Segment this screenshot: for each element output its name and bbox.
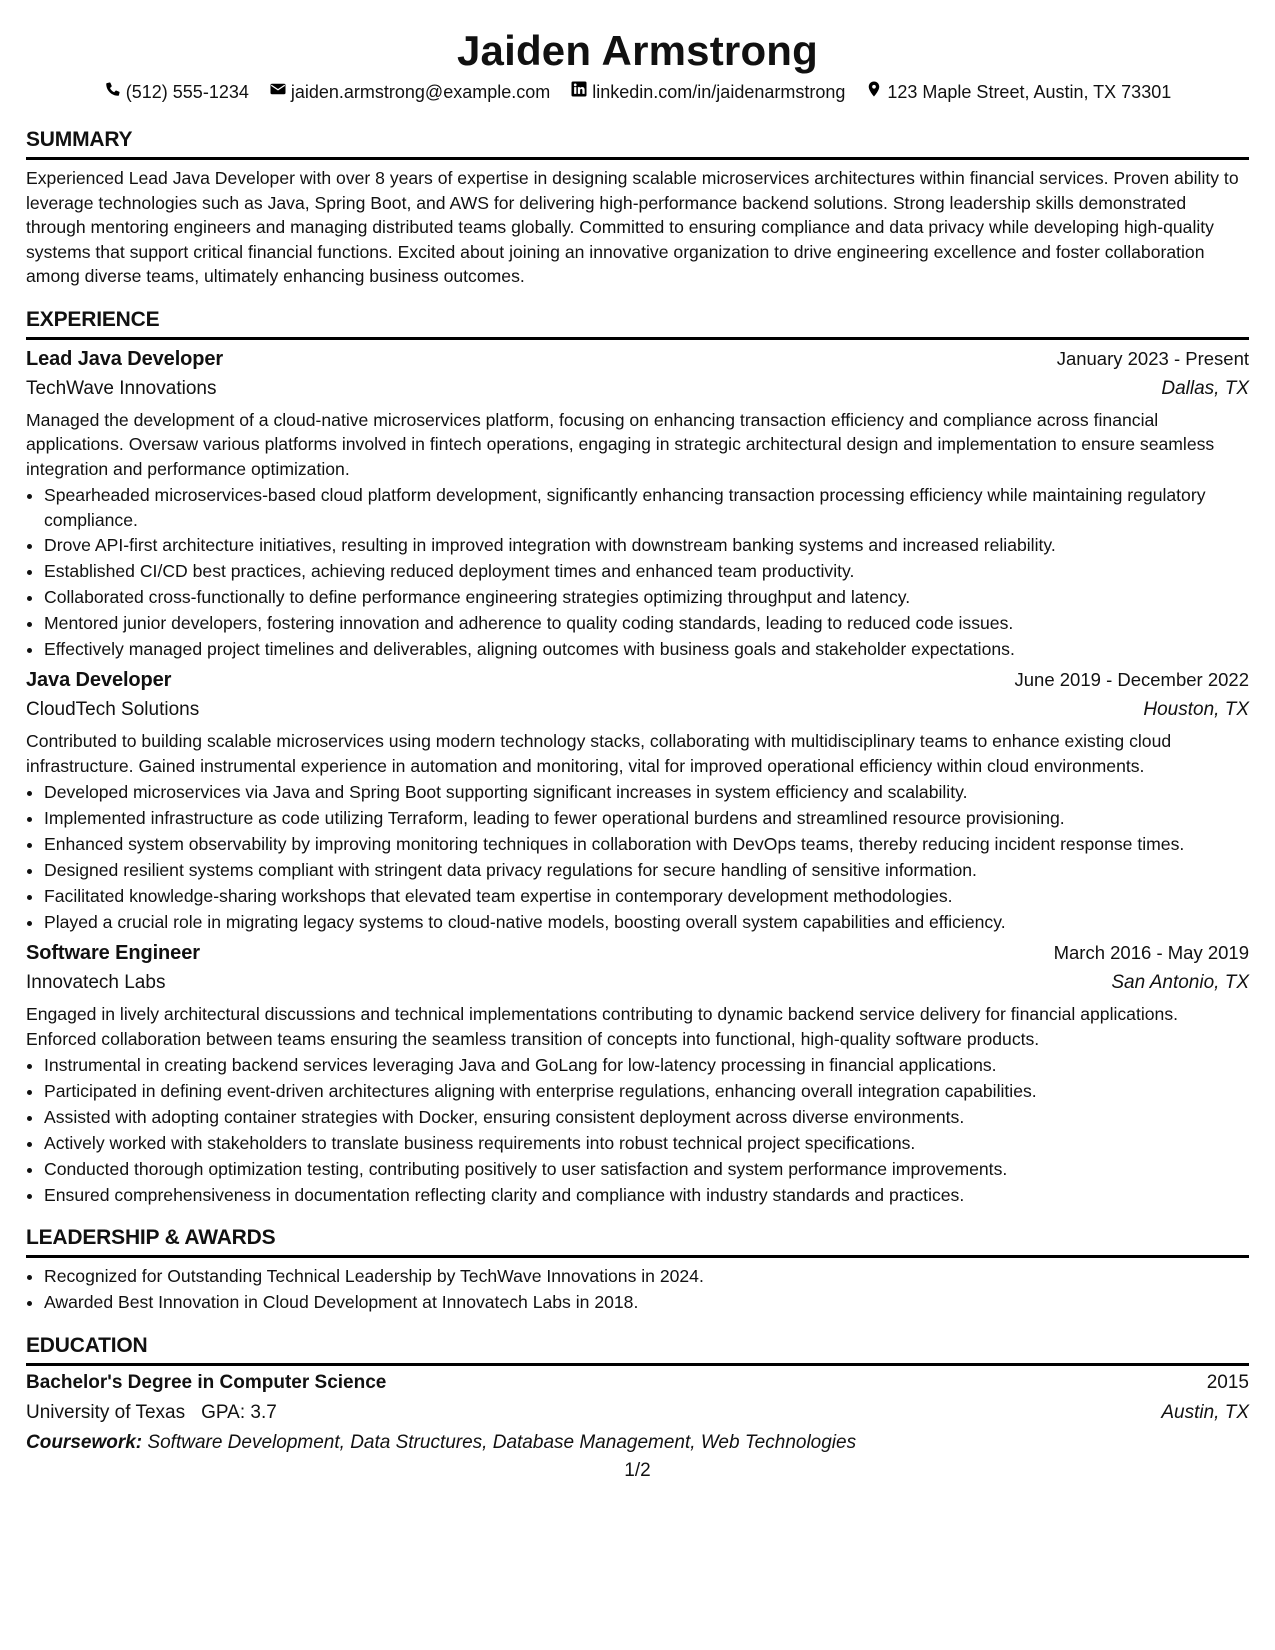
- list-item: • Ensured comprehensiveness in documentation reflecting clarity and compliance with industry standards and practices.: [44, 1183, 1249, 1208]
- contact-linkedin[interactable]: [570, 79, 845, 105]
- coursework-label: Coursework:: [26, 1431, 143, 1453]
- section-title-summary: SUMMARY: [26, 127, 1249, 160]
- map-pin-icon: [865, 79, 883, 105]
- list-item: • Facilitated knowledge-sharing workshops that elevated team expertise in contemporary development methodologies.: [44, 884, 1249, 909]
- job-company: CloudTech Solutions: [26, 699, 200, 721]
- list-item: • Awarded Best Innovation in Cloud Development at Innovatech Labs in 2018.: [44, 1290, 1249, 1315]
- education-location: Austin, TX: [1161, 1401, 1249, 1423]
- job-title: Lead Java Developer: [26, 347, 224, 370]
- envelope-icon: [269, 79, 287, 105]
- education-gpa: GPA: 3.7: [201, 1401, 277, 1423]
- list-item: • Conducted thorough optimization testing, contributing positively to user satisfaction and system performance improvements.: [44, 1157, 1249, 1182]
- list-item: • Participated in defining event-driven architectures aligning with enterprise regulations, enhancing overall integration capabilities.: [44, 1079, 1249, 1104]
- job-description: Engaged in lively architectural discussions and technical implementations contributing to dynamic backend service delivery for financial applications. Enforced collaboration between teams ensuring the seamless transition of concepts into functional, high-quality software products.: [26, 1004, 1179, 1049]
- education-school-line: [26, 1398, 277, 1428]
- job-description: Contributed to building scalable microservices using modern technology stacks, collaborating with multidisciplinary teams to enhance existing cloud infrastructure. Gained instrumental experience in automation and monitoring, vital for improved operational efficiency within cloud environments.: [26, 731, 1172, 776]
- job-dates: January 2023 - Present: [1056, 347, 1249, 369]
- job-dates: June 2019 - December 2022: [1014, 669, 1249, 691]
- leadership-list: [26, 1264, 1249, 1314]
- job-location: Houston, TX: [1143, 699, 1249, 721]
- contact-phone[interactable]: [104, 79, 249, 105]
- list-item: • Recognized for Outstanding Technical Leadership by TechWave Innovations in 2024.: [44, 1264, 1249, 1289]
- list-item: • Enhanced system observability by improving monitoring techniques in collaboration with DevOps teams, thereby reducing incident response times.: [44, 832, 1249, 857]
- job-entry: [26, 344, 1249, 662]
- contact-bar: [26, 79, 1249, 105]
- contact-email[interactable]: [269, 79, 550, 105]
- list-item: • Collaborated cross-functionally to define performance engineering strategies optimizing throughput and latency.: [44, 585, 1249, 610]
- linkedin-icon: [570, 79, 588, 105]
- address-text: 123 Maple Street, Austin, TX 73301: [887, 82, 1172, 102]
- job-bullets: [26, 1053, 1249, 1207]
- job-location: Dallas, TX: [1161, 377, 1249, 399]
- list-item: • Effectively managed project timelines and deliverables, aligning outcomes with business goals and stakeholder expectations.: [44, 637, 1249, 662]
- job-entry: [26, 938, 1249, 1207]
- phone-icon: [104, 79, 122, 105]
- candidate-name: Jaiden Armstrong: [456, 27, 819, 74]
- job-location: San Antonio, TX: [1111, 972, 1249, 994]
- list-item: • Assisted with adopting container strategies with Docker, ensuring consistent deployment across diverse environments.: [44, 1105, 1249, 1130]
- education-coursework: [26, 1428, 1249, 1458]
- job-bullets: [26, 780, 1249, 934]
- job-company: TechWave Innovations: [26, 377, 217, 399]
- page-number: 1/2: [624, 1459, 651, 1481]
- phone-text: (512) 555-1234: [125, 82, 249, 102]
- education-year: 2015: [1206, 1371, 1249, 1393]
- list-item: • Spearheaded microservices-based cloud platform development, significantly enhancing transaction processing efficiency while maintaining regulatory compliance.: [44, 483, 1249, 532]
- job-title: Java Developer: [26, 669, 172, 692]
- section-title-education: EDUCATION: [26, 1333, 1249, 1366]
- education-school: University of Texas: [26, 1401, 186, 1423]
- email-text: jaiden.armstrong@example.com: [290, 82, 551, 102]
- job-entry: [26, 665, 1249, 934]
- education-degree: Bachelor's Degree in Computer Science: [26, 1371, 387, 1393]
- job-company: Innovatech Labs: [26, 972, 166, 994]
- job-bullets: [26, 483, 1249, 661]
- resume-page: [26, 0, 1249, 1484]
- section-title-leadership: LEADERSHIP & AWARDS: [26, 1225, 1249, 1258]
- list-item: • Played a crucial role in migrating legacy systems to cloud-native models, boosting overall system capabilities and efficiency.: [44, 910, 1249, 935]
- contact-address: [865, 79, 1171, 105]
- list-item: • Designed resilient systems compliant with stringent data privacy regulations for secure handling of sensitive information.: [44, 858, 1249, 883]
- section-title-experience: EXPERIENCE: [26, 307, 1249, 340]
- list-item: • Developed microservices via Java and Spring Boot supporting significant increases in system efficiency and scalability.: [44, 780, 1249, 805]
- job-description: Managed the development of a cloud-native microservices platform, focusing on enhancing transaction efficiency and compliance across financial applications. Oversaw various platforms involved in fintech operations, engaging in strategic architectural design and implementation to ensure seamless integration and performance optimization.: [26, 409, 1215, 479]
- list-item: • Implemented infrastructure as code utilizing Terraform, leading to fewer operational burdens and streamlined resource provisioning.: [44, 806, 1249, 831]
- list-item: • Mentored junior developers, fostering innovation and adherence to quality coding standards, leading to reduced code issues.: [44, 611, 1249, 636]
- job-dates: March 2016 - May 2019: [1053, 942, 1249, 964]
- list-item: • Drove API-first architecture initiatives, resulting in improved integration with downstream banking systems and increased reliability.: [44, 533, 1249, 558]
- summary-text: Experienced Lead Java Developer with over 8 years of expertise in designing scalable microservices architectures within financial services. Proven ability to leverage technologies such as Java, Spring Boot, and AWS for delivering high-performance backend solutions. Strong leadership skills demonstrated through mentoring engineers and managing distributed teams globally. Committed to ensuring compliance and data privacy while developing high-quality systems that support critical financial functions. Excited about joining an innovative organization to drive engineering excellence and foster collaboration among diverse teams, ultimately enhancing business outcomes.: [26, 168, 1239, 286]
- list-item: • Established CI/CD best practices, achieving reduced deployment times and enhanced team productivity.: [44, 559, 1249, 584]
- linkedin-text: linkedin.com/in/jaidenarmstrong: [592, 82, 846, 102]
- list-item: • Instrumental in creating backend services leveraging Java and GoLang for low-latency processing in financial applications.: [44, 1053, 1249, 1078]
- job-title: Software Engineer: [26, 942, 200, 965]
- coursework-list: Software Development, Data Structures, Database Management, Web Technologies: [147, 1431, 857, 1453]
- list-item: • Actively worked with stakeholders to translate business requirements into robust technical project specifications.: [44, 1131, 1249, 1156]
